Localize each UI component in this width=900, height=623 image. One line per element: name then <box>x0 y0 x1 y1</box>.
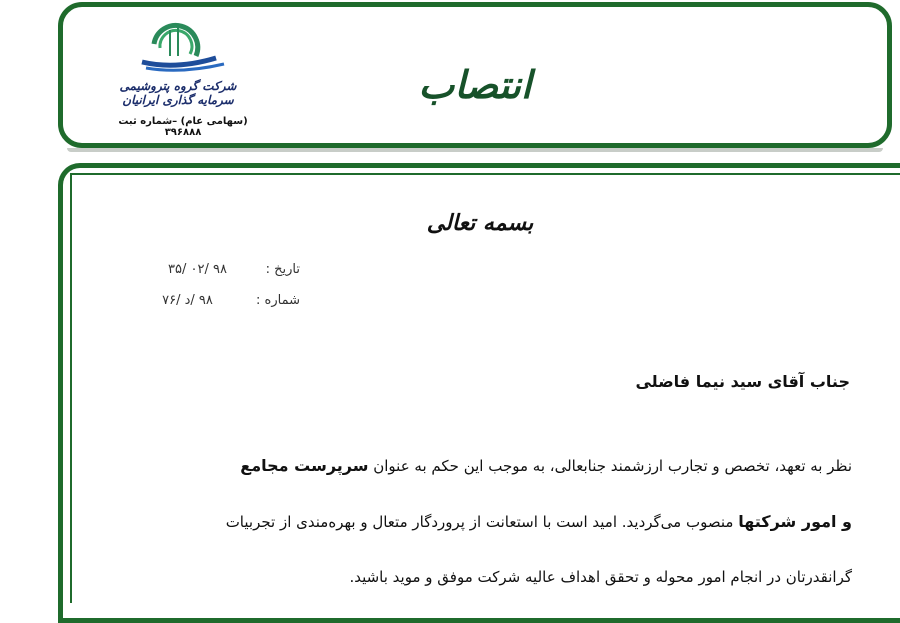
frame-inner-line <box>70 173 900 175</box>
company-name: شرکت گروه پتروشیمی سرمایه گذاری ایرانیان <box>119 79 237 107</box>
frame-inner-line-vertical <box>70 173 72 603</box>
body-line-1-text: نظر به تعهد، تخصص و تجارب ارزشمند جنابعالی، به موجب این حکم به عنوان <box>368 457 852 475</box>
body-line-3: گرانقدرتان در انجام امور محوله و تحقق اهداف عالیه شرکت موفق و موید باشید. <box>349 568 852 586</box>
body-line-2 <box>100 512 852 531</box>
document-title: انتصاب <box>418 62 532 107</box>
basmala: بسمه تعالی <box>426 210 534 236</box>
number-label: شماره : <box>256 293 300 308</box>
company-logo <box>136 14 251 74</box>
number-value: ۹۸ /د /۷۶ <box>162 293 213 308</box>
position-title-part2: و امور شرکتها <box>738 512 852 531</box>
position-title-part1: سرپرست مجامع <box>240 456 369 475</box>
addressee: جناب آقای سید نیما فاضلی <box>635 372 850 391</box>
company-registration: (سهامی عام) –شماره ثبت ۳۹۶۸۸۸ <box>118 116 248 138</box>
date-label: تاریخ : <box>265 262 300 277</box>
body-line-2-text: منصوب می‌گردید. امید است با استعانت از پروردگار متعال و بهره‌مندی از تجربیات <box>225 513 739 531</box>
date-value: ۹۸ /۰۲ /۳۵ <box>168 262 227 277</box>
body-line-1 <box>100 456 852 475</box>
